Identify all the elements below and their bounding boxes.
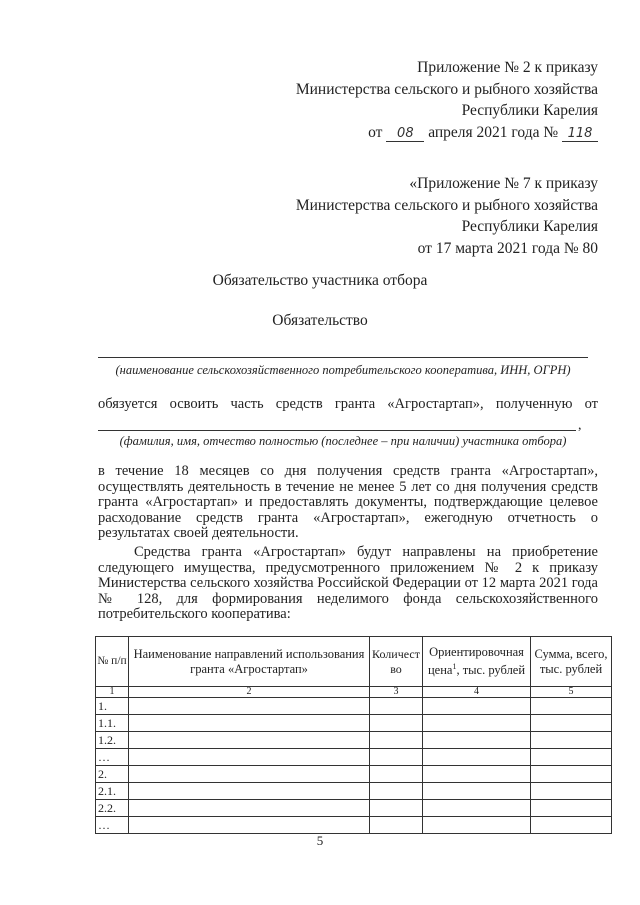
cooperative-name-hint: (наименование сельскохозяйственного потребительского кооператива, ИНН, ОГРН)	[115, 363, 571, 377]
col-header-price	[423, 637, 531, 687]
cooperative-name-field	[98, 357, 588, 358]
table-body	[96, 687, 612, 834]
empty-cell	[423, 715, 531, 732]
row-number-cell: …	[96, 749, 129, 766]
table-row	[96, 766, 612, 783]
row-number-cell: 1.1.	[96, 715, 129, 732]
col-number: 3	[370, 687, 423, 698]
col-number: 2	[129, 687, 370, 698]
price-label-a: Ориентировочная цена	[427, 645, 524, 678]
table-header-row	[96, 637, 612, 687]
empty-cell	[129, 749, 370, 766]
price-label-b: , тыс. рублей	[456, 663, 526, 678]
table-row	[96, 800, 612, 817]
empty-cell	[531, 732, 612, 749]
document-title: Обязательство участника отбора	[212, 272, 428, 289]
empty-cell	[129, 783, 370, 800]
empty-cell	[531, 766, 612, 783]
row-number-cell: 2.2.	[96, 800, 129, 817]
empty-cell	[370, 715, 423, 732]
empty-cell	[129, 817, 370, 834]
empty-cell	[423, 800, 531, 817]
date-middle: апреля 2021 года №	[428, 123, 559, 141]
price-footnote-mark: 1	[452, 661, 457, 671]
appendix-1-line-3: Республики Карелия	[461, 102, 598, 119]
empty-cell	[129, 732, 370, 749]
participant-name-field	[98, 430, 576, 431]
col-number: 1	[96, 687, 129, 698]
empty-cell	[423, 749, 531, 766]
paragraph-1: в течение 18 месяцев со дня получения средств гранта «Агростартап», осуществлять деятельность в течение не менее 5 лет со дня получения средств гранта «Агростартап» и предоставлять документы, подтверждающие целевое расходование средств гранта «Агростартап», ежегодную отчетность о результатах своей деятельности.	[98, 463, 598, 541]
col-header-name: Наименование направлений использования гранта «Агростартап»	[129, 637, 370, 687]
empty-cell	[129, 715, 370, 732]
empty-cell	[370, 732, 423, 749]
page-number: 5	[316, 833, 324, 848]
empty-cell	[370, 817, 423, 834]
empty-cell	[423, 732, 531, 749]
col-header-quantity: Количество	[370, 637, 423, 687]
grant-usage-table	[95, 636, 612, 834]
appendix-2-line-3: Республики Карелия	[461, 218, 598, 235]
date-prefix: от	[368, 123, 383, 141]
empty-cell	[423, 783, 531, 800]
funds-paragraph	[98, 545, 598, 623]
participant-comma: ,	[578, 418, 582, 433]
table-row	[96, 783, 612, 800]
empty-cell	[129, 698, 370, 715]
empty-cell	[531, 698, 612, 715]
row-number-cell: …	[96, 817, 129, 834]
appendix-1-line-1: Приложение № 2 к приказу	[417, 59, 598, 76]
col-header-number: № п/п	[96, 637, 129, 687]
handwritten-order-number: 118	[562, 126, 598, 142]
empty-cell	[370, 783, 423, 800]
appendix-1-line-2: Министерства сельского и рыбного хозяйства	[295, 80, 598, 98]
empty-cell	[370, 800, 423, 817]
empty-cell	[531, 715, 612, 732]
appendix-2-line-2: Министерства сельского и рыбного хозяйства	[295, 196, 598, 214]
row-number-cell: 1.2.	[96, 732, 129, 749]
obligation-line: обязуется освоить часть средств гранта «Агростартап», полученную от	[98, 396, 598, 412]
appendix-2-line-4: от 17 марта 2021 года № 80	[417, 239, 598, 257]
col-number: 5	[531, 687, 612, 698]
handwritten-day: 08	[386, 126, 424, 142]
empty-cell	[531, 800, 612, 817]
col-number: 4	[423, 687, 531, 698]
appendix-header-2	[296, 173, 598, 259]
col-header-sum: Сумма, всего, тыс. рублей	[531, 637, 612, 687]
participant-name-hint: (фамилия, имя, отчество полностью (последнее – при наличии) участника отбора)	[119, 434, 567, 448]
empty-cell	[531, 783, 612, 800]
appendix-header-1	[296, 57, 598, 143]
empty-cell	[423, 766, 531, 783]
empty-cell	[370, 766, 423, 783]
row-number-cell: 2.	[96, 766, 129, 783]
empty-cell	[531, 817, 612, 834]
row-number-cell: 2.1.	[96, 783, 129, 800]
row-number-cell: 1.	[96, 698, 129, 715]
empty-cell	[370, 698, 423, 715]
appendix-2-line-1: «Приложение № 7 к приказу	[409, 175, 598, 192]
obligation-paragraph	[98, 464, 598, 542]
paragraph-2: Средства гранта «Агростартап» будут направлены на приобретение следующего имущества, предусмотренного приложением № 2 к приказу Министерства сельского хозяйства Российской Федерации от 12 марта 2021 года № 128, для формирования неделимого фонда сельскохозяйственного потребительского кооператива:	[98, 544, 598, 622]
table-row	[96, 732, 612, 749]
table-row	[96, 817, 612, 834]
table-row	[96, 715, 612, 732]
document-subtitle: Обязательство	[272, 312, 368, 329]
empty-cell	[423, 817, 531, 834]
appendix-1-date-line	[296, 122, 598, 144]
empty-cell	[531, 749, 612, 766]
empty-cell	[423, 698, 531, 715]
empty-cell	[129, 800, 370, 817]
table-row	[96, 698, 612, 715]
empty-cell	[129, 766, 370, 783]
column-number-row	[96, 687, 612, 698]
empty-cell	[370, 749, 423, 766]
table-row	[96, 749, 612, 766]
